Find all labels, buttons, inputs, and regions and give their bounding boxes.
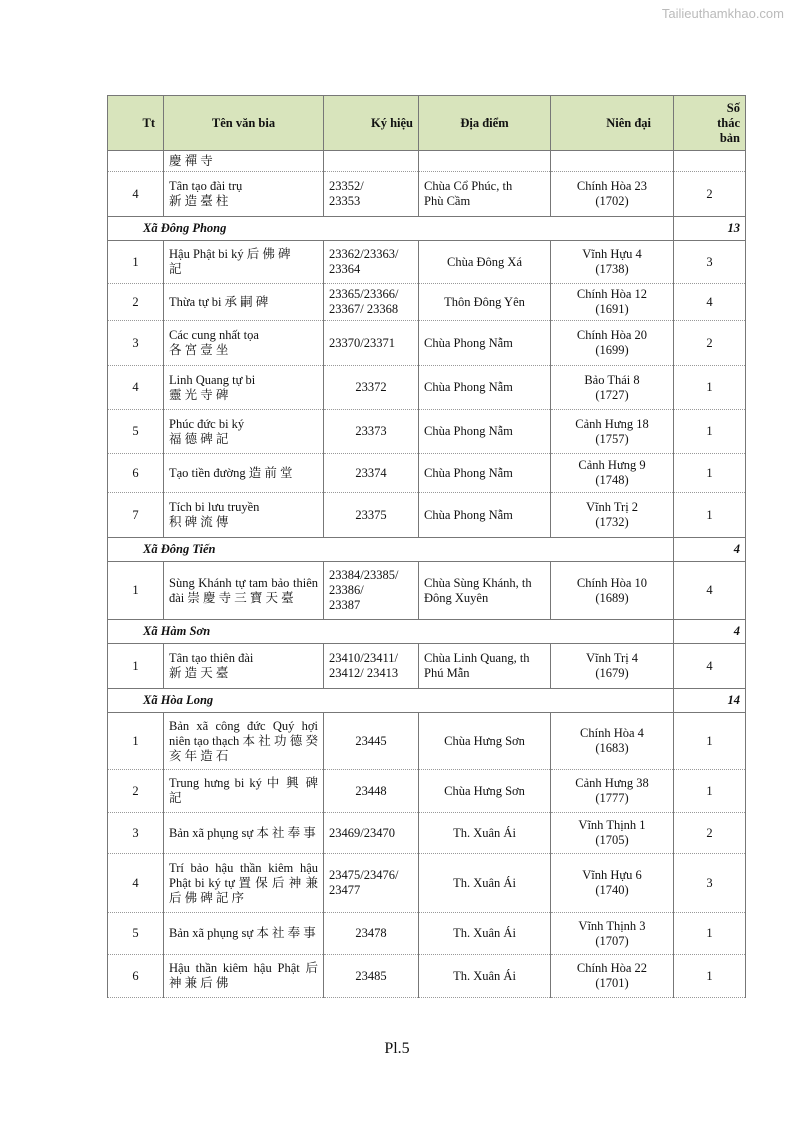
rubbing-count: 3: [674, 854, 746, 913]
stele-name: Hậu Phật bi ký 后 佛 碑 記: [164, 241, 324, 284]
row-number: 5: [108, 913, 164, 955]
stele-code: 23475/23476/ 23477: [324, 854, 419, 913]
stele-code: 23370/23371: [324, 321, 419, 366]
watermark: Tailieuthamkhao.com: [661, 6, 784, 21]
row-number: 1: [108, 644, 164, 689]
stele-name: Bản xã công đức Quý hợi niên tạo thạch 本 社 功 德 癸 亥 年 造 石: [164, 713, 324, 770]
rubbing-count: [674, 151, 746, 172]
rubbing-count: 2: [674, 321, 746, 366]
header-count: Số thác bản: [674, 96, 746, 151]
rubbing-count: 4: [674, 644, 746, 689]
stele-code: 23362/23363/ 23364: [324, 241, 419, 284]
rubbing-count: 1: [674, 955, 746, 998]
rubbing-count: 1: [674, 770, 746, 813]
row-number: 4: [108, 172, 164, 217]
row-number: 2: [108, 770, 164, 813]
stele-code: 23445: [324, 713, 419, 770]
stele-name: 慶 禪 寺: [164, 151, 324, 172]
stele-era: Cảnh Hưng 18 (1757): [551, 410, 674, 454]
table-row: [108, 493, 746, 538]
section-label: Xã Hòa Long: [108, 689, 674, 713]
rubbing-count: 1: [674, 713, 746, 770]
header-name: Tên văn bia: [164, 96, 324, 151]
rubbing-count: 1: [674, 366, 746, 410]
stele-name: Tân tạo đài trụ 新 造 臺 柱: [164, 172, 324, 217]
table-row: [108, 321, 746, 366]
stele-code: 23375: [324, 493, 419, 538]
stele-name: Bản xã phụng sự 本 社 奉 事: [164, 913, 324, 955]
stele-location: Th. Xuân Ái: [419, 813, 551, 854]
table-row: [108, 454, 746, 493]
stele-era: Vĩnh Hựu 4 (1738): [551, 241, 674, 284]
header-place: Địa điểm: [419, 96, 551, 151]
row-number: 5: [108, 410, 164, 454]
header-code: Ký hiệu: [324, 96, 419, 151]
stele-name: Trí bảo hậu thần kiêm hậu Phật bi ký tự 置 保 后 神 兼 后 佛 碑 記 序: [164, 854, 324, 913]
stele-location: Chùa Phong Nẫm: [419, 366, 551, 410]
stele-location: Thôn Đông Yên: [419, 284, 551, 321]
stele-era: Vĩnh Trị 2 (1732): [551, 493, 674, 538]
stele-era: Cảnh Hưng 38 (1777): [551, 770, 674, 813]
row-number: 6: [108, 955, 164, 998]
row-number: 1: [108, 713, 164, 770]
stele-name: Linh Quang tự bi 靈 光 寺 碑: [164, 366, 324, 410]
stele-name: Các cung nhất tọa 各 宮 壹 坐: [164, 321, 324, 366]
section-row: [108, 689, 746, 713]
rubbing-count: 1: [674, 913, 746, 955]
stele-era: Chính Hòa 12 (1691): [551, 284, 674, 321]
section-label: Xã Đông Phong: [108, 217, 674, 241]
table-row: [108, 284, 746, 321]
stele-code: 23410/23411/ 23412/ 23413: [324, 644, 419, 689]
stele-code: 23352/ 23353: [324, 172, 419, 217]
stele-name: Hậu thần kiêm hậu Phật 后 神 兼 后 佛: [164, 955, 324, 998]
table-row: [108, 854, 746, 913]
stele-name: Thừa tự bi 承 嗣 碑: [164, 284, 324, 321]
stele-code: [324, 151, 419, 172]
rubbing-count: 1: [674, 410, 746, 454]
rubbing-count: 4: [674, 284, 746, 321]
rubbing-count: 2: [674, 813, 746, 854]
section-label: Xã Hàm Sơn: [108, 620, 674, 644]
stele-name: Tân tạo thiên đài 新 造 天 臺: [164, 644, 324, 689]
row-number: 3: [108, 813, 164, 854]
stele-code: 23469/23470: [324, 813, 419, 854]
stele-era: Chính Hòa 20 (1699): [551, 321, 674, 366]
table-row: [108, 713, 746, 770]
stele-location: Chùa Phong Nẫm: [419, 321, 551, 366]
stele-location: Chùa Phong Nẫm: [419, 454, 551, 493]
stele-location: Chùa Cổ Phúc, th Phù Cầm: [419, 172, 551, 217]
stele-name: Tạo tiền đường 造 前 堂: [164, 454, 324, 493]
stele-name: Phúc đức bi ký 福 德 碑 記: [164, 410, 324, 454]
table-row: [108, 366, 746, 410]
stele-location: Chùa Hưng Sơn: [419, 713, 551, 770]
stele-code: 23372: [324, 366, 419, 410]
table-row: [108, 913, 746, 955]
stele-code: 23478: [324, 913, 419, 955]
section-label: Xã Đông Tiến: [108, 538, 674, 562]
table-row: [108, 562, 746, 620]
row-number: 4: [108, 854, 164, 913]
stele-era: Bảo Thái 8 (1727): [551, 366, 674, 410]
stele-location: Th. Xuân Ái: [419, 955, 551, 998]
stele-era: Chính Hòa 10 (1689): [551, 562, 674, 620]
row-number: [108, 151, 164, 172]
stele-code: 23373: [324, 410, 419, 454]
table-row: [108, 770, 746, 813]
rubbing-count: 1: [674, 454, 746, 493]
row-number: 1: [108, 562, 164, 620]
stele-location: Chùa Hưng Sơn: [419, 770, 551, 813]
section-row: [108, 538, 746, 562]
stele-code: 23365/23366/ 23367/ 23368: [324, 284, 419, 321]
table-row: [108, 241, 746, 284]
stele-location: Chùa Đông Xá: [419, 241, 551, 284]
rubbing-count: 2: [674, 172, 746, 217]
table-row: [108, 955, 746, 998]
stele-code: 23485: [324, 955, 419, 998]
stele-code: 23374: [324, 454, 419, 493]
stele-location: Chùa Phong Nẫm: [419, 410, 551, 454]
stele-era: Chính Hòa 22 (1701): [551, 955, 674, 998]
stele-location: Chùa Linh Quang, th Phú Mẫn: [419, 644, 551, 689]
section-count: 4: [674, 620, 746, 644]
stele-name: Tích bi lưu truyền 积 碑 流 傳: [164, 493, 324, 538]
row-number: 2: [108, 284, 164, 321]
stele-name: Bản xã phụng sự 本 社 奉 事: [164, 813, 324, 854]
section-count: 13: [674, 217, 746, 241]
stele-name: Sùng Khánh tự tam bảo thiên đài 崇 慶 寺 三 寶 天 臺: [164, 562, 324, 620]
page-number: Pl.5: [384, 1040, 410, 1057]
stele-era: Vĩnh Hựu 6 (1740): [551, 854, 674, 913]
stele-name: Trung hưng bi ký 中 興 碑 記: [164, 770, 324, 813]
stele-table: [107, 95, 746, 998]
table-row: [108, 172, 746, 217]
stele-location: Chùa Phong Nẫm: [419, 493, 551, 538]
table-row: [108, 813, 746, 854]
section-row: [108, 217, 746, 241]
section-row: [108, 620, 746, 644]
section-count: 14: [674, 689, 746, 713]
header-era: Niên đại: [551, 96, 674, 151]
row-number: 4: [108, 366, 164, 410]
rubbing-count: 3: [674, 241, 746, 284]
table-row: [108, 644, 746, 689]
stele-era: Vĩnh Trị 4 (1679): [551, 644, 674, 689]
stele-era: Vĩnh Thịnh 1 (1705): [551, 813, 674, 854]
table-row: [108, 151, 746, 172]
stele-era: Chính Hòa 23 (1702): [551, 172, 674, 217]
header-tt: Tt: [108, 96, 164, 151]
row-number: 6: [108, 454, 164, 493]
row-number: 7: [108, 493, 164, 538]
stele-code: 23384/23385/ 23386/ 23387: [324, 562, 419, 620]
stele-location: Chùa Sùng Khánh, th Đông Xuyên: [419, 562, 551, 620]
table-header: [108, 96, 746, 151]
section-count: 4: [674, 538, 746, 562]
stele-location: Th. Xuân Ái: [419, 854, 551, 913]
rubbing-count: 4: [674, 562, 746, 620]
stele-location: Th. Xuân Ái: [419, 913, 551, 955]
stele-location: [419, 151, 551, 172]
row-number: 1: [108, 241, 164, 284]
stele-code: 23448: [324, 770, 419, 813]
table-row: [108, 410, 746, 454]
stele-era: Chính Hòa 4 (1683): [551, 713, 674, 770]
rubbing-count: 1: [674, 493, 746, 538]
stele-era: Vĩnh Thịnh 3 (1707): [551, 913, 674, 955]
stele-era: Cảnh Hưng 9 (1748): [551, 454, 674, 493]
stele-era: [551, 151, 674, 172]
row-number: 3: [108, 321, 164, 366]
